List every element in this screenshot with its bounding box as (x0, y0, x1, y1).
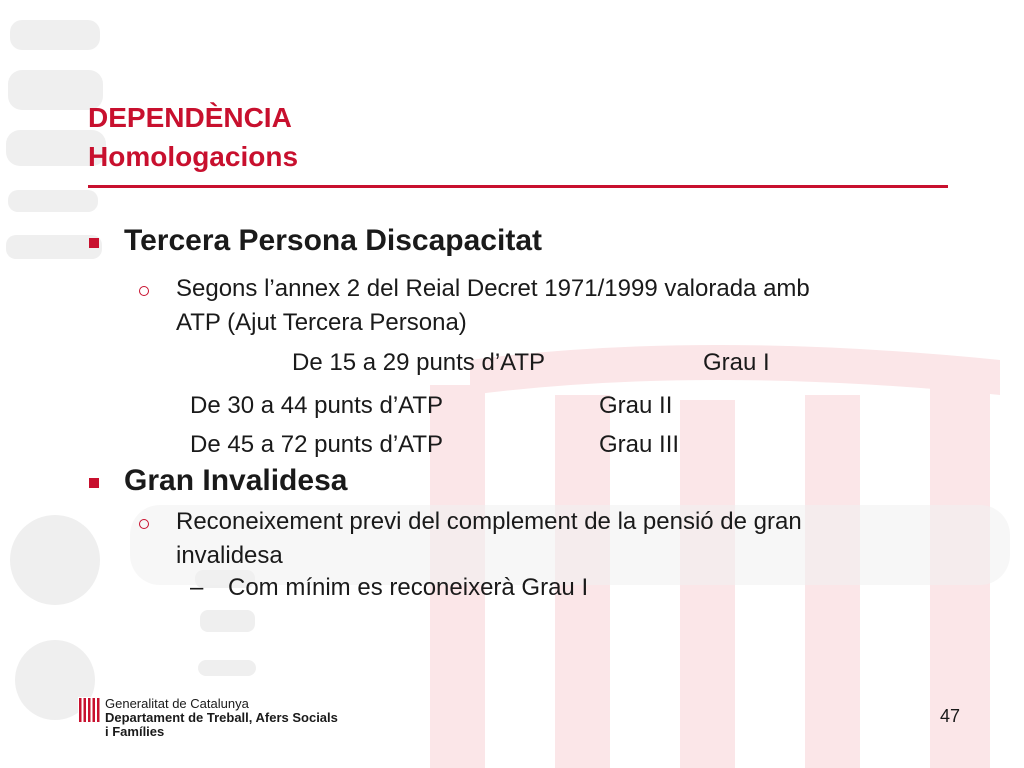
generalitat-flag-icon (78, 697, 100, 723)
title-line-2: Homologacions (88, 141, 299, 172)
footer-org-name: Generalitat de Catalunya (105, 696, 249, 711)
atp-grade-3: Grau III (599, 431, 680, 458)
sub-bullet-text: Segons l’annex 2 del Reial Decret 1971/1999 valorada amb (176, 275, 810, 302)
circle-bullet-icon (139, 286, 149, 296)
title-block (88, 98, 298, 176)
title-line-1: DEPENDÈNCIA (88, 102, 292, 133)
atp-range-2: De 30 a 44 punts d’ATP (190, 392, 444, 419)
atp-grade-2: Grau II (599, 392, 673, 419)
footer-org-text (105, 697, 338, 739)
sub-bullet-text-cont: invalidesa (176, 542, 283, 569)
page-number: 47 (940, 706, 961, 726)
footer-dept-line1: Departament de Treball, Afers Socials (105, 710, 338, 725)
sub-bullet-text: Reconeixement previ del complement de la pensió de gran (176, 508, 802, 535)
atp-range-1: De 15 a 29 punts d’ATP (292, 349, 546, 376)
atp-range-3: De 45 a 72 punts d’ATP (190, 431, 444, 458)
sub-bullet-text-cont: ATP (Ajut Tercera Persona) (176, 309, 467, 336)
circle-bullet-icon (139, 519, 149, 529)
dash-item-text: Com mínim es reconeixerà Grau I (228, 574, 589, 601)
atp-grade-1: Grau I (703, 349, 770, 376)
square-bullet-icon (89, 238, 99, 248)
bullet-heading: Tercera Persona Discapacitat (124, 224, 542, 257)
title-divider (88, 185, 948, 188)
dash-marker: – (190, 574, 204, 601)
footer-dept-line2: i Famílies (105, 724, 165, 739)
bullet-heading: Gran Invalidesa (124, 464, 348, 497)
square-bullet-icon (89, 478, 99, 488)
